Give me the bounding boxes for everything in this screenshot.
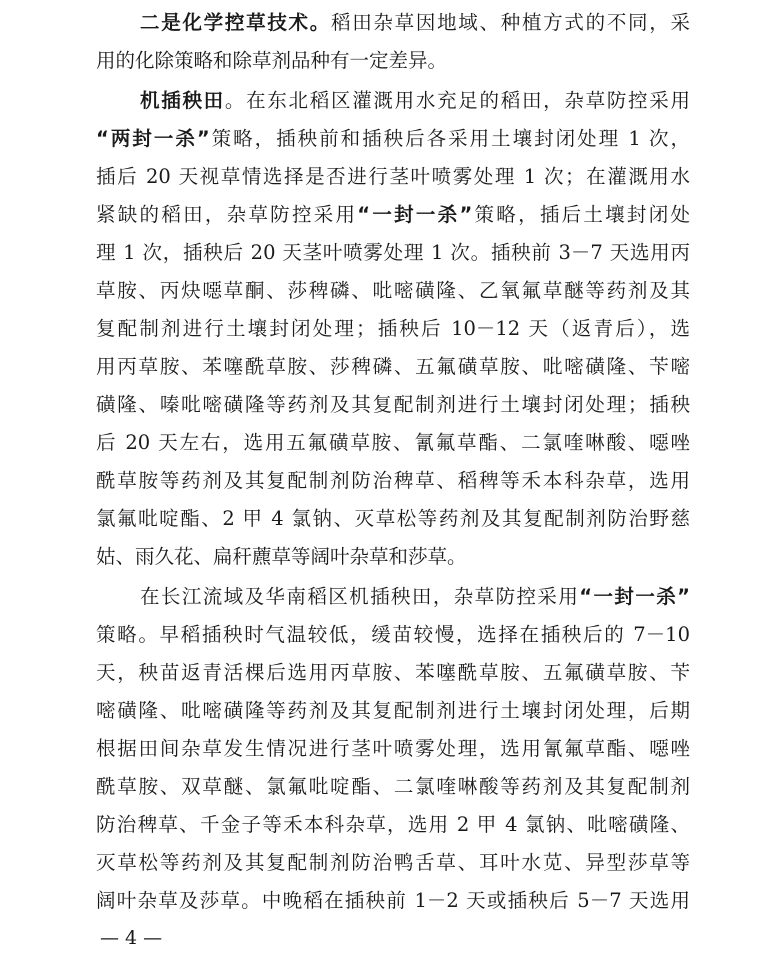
strategy-term: “一封一杀” [357, 203, 473, 226]
text-run: 复配制剂进行土壤封闭处理；插秧后 10－12 天（返青后），选 [96, 317, 690, 340]
paragraph-3-line-3 [96, 655, 690, 691]
text-run: 用丙草胺、苯噻酰草胺、莎稗磷、五氟磺草胺、吡嘧磺隆、苄嘧 [96, 355, 690, 378]
paragraph-2-line-2 [96, 121, 690, 157]
text-run: 草胺、丙炔噁草酮、莎稗磷、吡嘧磺隆、乙氧氟草醚等药剂及其 [96, 279, 690, 302]
text-run: 。在东北稻区灌溉用水充足的稻田，杂草防控采用 [224, 89, 690, 112]
text-run: 磺隆、嗪吡嘧磺隆等药剂及其复配制剂进行土壤封闭处理；插秧 [96, 393, 690, 416]
strategy-term: “一封一杀” [579, 585, 690, 608]
paragraph-2-line-7 [96, 311, 690, 347]
paragraph-3-line-8 [96, 845, 690, 881]
paragraph-2-line-3 [96, 159, 690, 195]
text-run: 防治稗草、千金子等禾本科杂草，选用 2 甲 4 氯钠、吡嘧磺隆、 [96, 813, 690, 836]
paragraph-2-line-13 [96, 539, 690, 575]
section-heading: 二是化学控草技术。 [140, 11, 331, 34]
text-run: 后 20 天左右，选用五氟磺草胺、氰氟草酯、二氯喹啉酸、噁唑 [96, 431, 690, 454]
text-run: 根据田间杂草发生情况进行茎叶喷雾处理，选用氰氟草酯、噁唑 [96, 737, 690, 760]
text-run: 稻田杂草因地域、种植方式的不同，采 [330, 11, 690, 34]
paragraph-2-line-9 [96, 387, 690, 423]
text-run: 策略，插秧前和插秧后各采用土壤封闭处理 1 次， [209, 127, 690, 150]
page-number: — 4 — [100, 927, 163, 949]
strategy-term: “两封一杀” [96, 127, 210, 150]
paragraph-3-line-6 [96, 769, 690, 805]
text-run: 紧缺的稻田，杂草防控采用 [96, 203, 358, 226]
paragraph-2-line-1 [140, 83, 690, 119]
paragraph-2-line-10 [96, 425, 690, 461]
text-run: 策略。早稻插秧时气温较低，缓苗较慢，选择在插秧后的 7－10 [96, 623, 690, 646]
text-run: 插后 20 天视草情选择是否进行茎叶喷雾处理 1 次；在灌溉用水 [96, 165, 690, 188]
paragraph-2-line-12 [96, 501, 690, 537]
paragraph-3-line-7 [96, 807, 690, 843]
paragraph-2-line-11 [96, 463, 690, 499]
text-run: 阔叶杂草及莎草。中晚稻在插秧前 1－2 天或插秧后 5－7 天选用 [96, 889, 690, 912]
paragraph-3-line-2 [96, 617, 690, 653]
text-run: 酰草胺、双草醚、氯氟吡啶酯、二氯喹啉酸等药剂及其复配制剂 [96, 775, 690, 798]
paragraph-1-line-2 [96, 43, 690, 79]
text-run: 理 1 次，插秧后 20 天茎叶喷雾处理 1 次。插秧前 3－7 天选用丙 [96, 241, 690, 264]
text-run: 在长江流域及华南稻区机插秧田，杂草防控采用 [140, 585, 580, 608]
text-run: 酰草胺等药剂及其复配制剂防治稗草、稻稗等禾本科杂草，选用 [96, 469, 690, 492]
paragraph-2-line-4 [96, 197, 690, 233]
paragraph-3-line-5 [96, 731, 690, 767]
paragraph-3-line-1 [140, 579, 690, 615]
text-run: 策略，插后土壤封闭处 [472, 203, 690, 226]
paragraph-2-line-5 [96, 235, 690, 271]
text-run: 灭草松等药剂及其复配制剂防治鸭舌草、耳叶水苋、异型莎草等 [96, 851, 690, 874]
paragraph-3-line-9 [96, 883, 690, 919]
paragraph-2-line-8 [96, 349, 690, 385]
paragraph-1-line-1 [140, 5, 690, 41]
subsection-heading: 机插秧田 [140, 89, 225, 112]
text-run: 氯氟吡啶酯、2 甲 4 氯钠、灭草松等药剂及其复配制剂防治野慈 [96, 507, 690, 530]
paragraph-2-line-6 [96, 273, 690, 309]
text-run: 天，秧苗返青活棵后选用丙草胺、苯噻酰草胺、五氟磺草胺、苄 [96, 661, 690, 684]
paragraph-3-line-4 [96, 693, 690, 729]
text-run: 嘧磺隆、吡嘧磺隆等药剂及其复配制剂进行土壤封闭处理，后期 [96, 699, 690, 722]
text-run: 用的化除策略和除草剂品种有一定差异。 [96, 49, 448, 72]
text-run: 姑、雨久花、扁秆藨草等阔叶杂草和莎草。 [96, 545, 467, 568]
